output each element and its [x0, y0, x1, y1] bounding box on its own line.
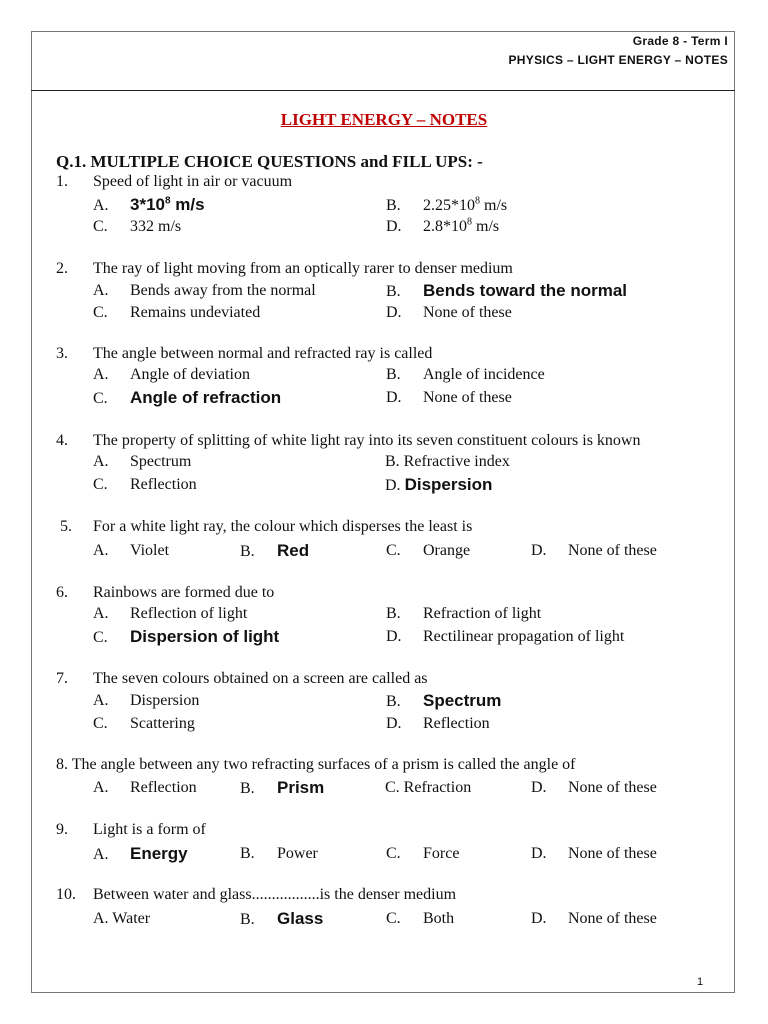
question-1 — [56, 173, 292, 191]
option-7c: C. Scattering — [93, 715, 195, 732]
option-9a: A. Energy — [93, 844, 188, 863]
question-9 — [56, 821, 206, 839]
option-5a: A. Violet — [93, 542, 170, 559]
question-text: The angle between any two refracting surfaces of a prism is called the angle of — [71, 756, 576, 773]
option-5c: C. Orange — [386, 542, 471, 559]
question-number: 3. — [56, 345, 68, 362]
option-9c: C. Force — [386, 845, 460, 862]
question-text: For a white light ray, the colour which disperses the least is — [93, 518, 473, 535]
option-10d: D. None of these — [531, 910, 657, 927]
option-1b: B. $2.25*10^8$ m/s — [386, 195, 508, 214]
question-text: Between water and glass.................is the denser medium — [93, 886, 457, 903]
question-6 — [56, 584, 274, 602]
question-5 — [60, 518, 472, 536]
option-5d: D. None of these — [531, 542, 657, 559]
question-number: 10. — [56, 886, 76, 903]
answer-text: $3*10^8$ m/s — [130, 195, 205, 214]
answer-text: Energy — [130, 844, 188, 863]
option-4d: D. Dispersion — [385, 475, 493, 494]
option-3c: C. Angle of refraction — [93, 388, 282, 407]
question-number: 4. — [56, 432, 68, 449]
option-4c: C. Reflection — [93, 476, 197, 493]
answer-text: Spectrum — [423, 691, 502, 710]
question-7 — [56, 670, 428, 688]
answer-text: Red — [277, 541, 310, 560]
answer-text: Prism — [277, 778, 325, 797]
option-5b: B. Red — [240, 541, 310, 560]
header-grade: Grade 8 - Term I — [632, 34, 728, 48]
option-2c: C. Remains undeviated — [93, 304, 261, 321]
question-2 — [56, 260, 513, 278]
answer-text: Dispersion — [404, 475, 493, 494]
question-number: 5. — [60, 518, 72, 535]
question-number: 7. — [56, 670, 68, 687]
option-8a: A. Reflection — [93, 779, 197, 796]
document-title: LIGHT ENERGY – NOTES — [280, 110, 488, 129]
question-number: 2. — [56, 260, 68, 277]
option-10b: B. Glass — [240, 909, 324, 928]
option-2d: D. None of these — [386, 304, 512, 321]
section-heading: Q.1. MULTIPLE CHOICE QUESTIONS and FILL UPS: - — [56, 152, 483, 171]
header-subject: PHYSICS – LIGHT ENERGY – NOTES — [508, 53, 728, 67]
question-10 — [56, 886, 456, 904]
option-1a: A. $3*10^8$ m/s — [93, 195, 205, 214]
option-8d: D. None of these — [531, 779, 657, 796]
option-1c: C. 332 m/s — [93, 218, 182, 235]
question-4 — [56, 432, 640, 450]
option-7d: D. Reflection — [386, 715, 490, 732]
question-text: Rainbows are formed due to — [93, 584, 275, 601]
question-3 — [56, 345, 432, 363]
question-text: The seven colours obtained on a screen are called as — [93, 670, 428, 687]
question-text: Speed of light in air or vacuum — [93, 173, 293, 190]
page-number: 1 — [697, 976, 704, 988]
question-8 — [56, 756, 576, 774]
option-6d: D. Rectilinear propagation of light — [386, 628, 625, 645]
answer-text: Bends toward the normal — [423, 281, 628, 300]
option-3d: D. None of these — [386, 389, 512, 406]
question-text: Light is a form of — [93, 821, 206, 838]
option-3b: B. Angle of incidence — [386, 366, 545, 383]
question-number: 8. — [56, 756, 68, 773]
question-number: 9. — [56, 821, 68, 838]
answer-text: Dispersion of light — [130, 627, 280, 646]
question-text: The ray of light moving from an optically rarer to denser medium — [93, 260, 513, 277]
option-10a: A. Water — [93, 910, 151, 927]
option-6b: B. Refraction of light — [386, 605, 542, 622]
question-number: 6. — [56, 584, 68, 601]
answer-text: Glass — [277, 909, 324, 928]
answer-text: Angle of refraction — [130, 388, 282, 407]
option-8c: C. Refraction — [385, 779, 472, 796]
option-9d: D. None of these — [531, 845, 657, 862]
option-7b: B. Spectrum — [386, 691, 502, 710]
option-8b: B. Prism — [240, 778, 325, 797]
option-10c: C. Both — [386, 910, 455, 927]
header-rule — [31, 90, 735, 91]
option-6a: A. Reflection of light — [93, 605, 248, 622]
option-4b: B. Refractive index — [385, 453, 510, 470]
option-9b: B. Power — [240, 845, 318, 862]
option-2a: A. Bends away from the normal — [93, 282, 316, 299]
question-number: 1. — [56, 173, 68, 190]
option-4a: A. Spectrum — [93, 453, 192, 470]
question-text: The angle between normal and refracted ray is called — [93, 345, 433, 362]
question-text: The property of splitting of white light ray into its seven constituent colours is known — [93, 432, 641, 449]
option-6c: C. Dispersion of light — [93, 627, 280, 646]
option-2b: B. Bends toward the normal — [386, 281, 628, 300]
option-3a: A. Angle of deviation — [93, 366, 250, 383]
option-7a: A. Dispersion — [93, 692, 200, 709]
option-1d: D. $2.8*10^8$ m/s — [386, 216, 500, 235]
